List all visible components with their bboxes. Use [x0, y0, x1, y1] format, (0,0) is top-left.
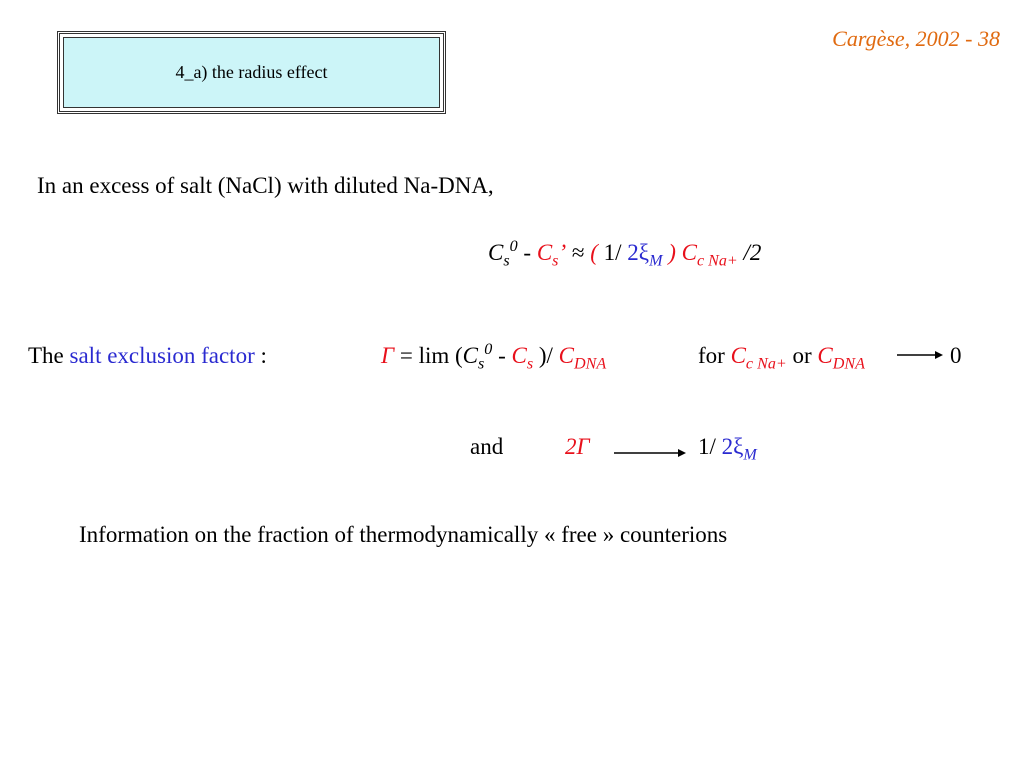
title-box	[57, 31, 446, 114]
cond-cc: C	[730, 343, 746, 368]
ex-cdna: C	[558, 343, 574, 368]
two-gamma	[565, 434, 590, 460]
exclusion-prefix: The	[28, 343, 70, 368]
ex-close-div: )/	[533, 343, 559, 368]
gamma-symbol: Γ	[381, 343, 395, 368]
ex-dna: DNA	[574, 355, 607, 373]
ex-zero: 0	[484, 341, 493, 359]
cond-dna: DNA	[832, 355, 865, 373]
lim-text: = lim (	[394, 343, 463, 368]
exclusion-formula	[381, 341, 607, 373]
limit-zero: 0	[950, 343, 962, 368]
lim-one-over: 1/	[698, 434, 722, 459]
arrow-to-zero-icon	[897, 348, 943, 362]
eq1-cc: C	[681, 240, 697, 265]
eq1-close: )	[662, 240, 676, 265]
eq1-open: (	[590, 240, 604, 265]
eq1-two-xi: 2ξ	[627, 240, 650, 265]
slide-title: 4_a) the radius effect	[63, 37, 440, 108]
ex-s2: s	[526, 355, 534, 373]
eq1-minus: -	[517, 240, 537, 265]
exclusion-term: salt exclusion factor	[69, 343, 255, 368]
eq1-one-over: 1/	[603, 240, 628, 265]
eq1-cna: c Na+	[696, 252, 738, 270]
ex-c: C	[462, 343, 478, 368]
exclusion-condition	[698, 343, 865, 373]
and-text: and	[470, 434, 504, 459]
info-text: Information on the fraction of thermodynamically « free » counterions	[79, 522, 728, 547]
eq1-s: s	[503, 252, 510, 270]
arrow-limit-icon	[614, 446, 686, 460]
eq1-m: M	[649, 252, 663, 270]
two-gamma-text: 2Γ	[565, 434, 590, 459]
ex-minus: -	[492, 343, 512, 368]
eq1-cprime: C	[536, 240, 553, 265]
for-text: for	[698, 343, 731, 368]
exclusion-colon: :	[254, 343, 267, 368]
eq1-zero: 0	[509, 238, 518, 256]
eq1-c: C	[488, 240, 504, 265]
lim-two-xi: 2ξ	[721, 434, 744, 459]
eq1-approx: ≈	[566, 240, 591, 265]
intro-text: In an excess of salt (NaCl) with diluted Na-DNA,	[37, 173, 494, 198]
ex-s: s	[478, 355, 485, 373]
eq1-over2: /2	[737, 240, 762, 265]
eq1-prime: ’	[558, 240, 567, 265]
lim-m: M	[743, 446, 757, 464]
ex-c2: C	[511, 343, 527, 368]
equation-cs-difference	[488, 238, 762, 270]
eq1-sprime: s	[552, 252, 559, 270]
limit-value	[698, 434, 757, 464]
exclusion-label	[28, 343, 267, 369]
cond-cna: c Na+	[745, 355, 787, 373]
slide-reference: Cargèse, 2002 - 38	[832, 26, 1000, 51]
cond-cdna: C	[817, 343, 833, 368]
or-text: or	[786, 343, 818, 368]
